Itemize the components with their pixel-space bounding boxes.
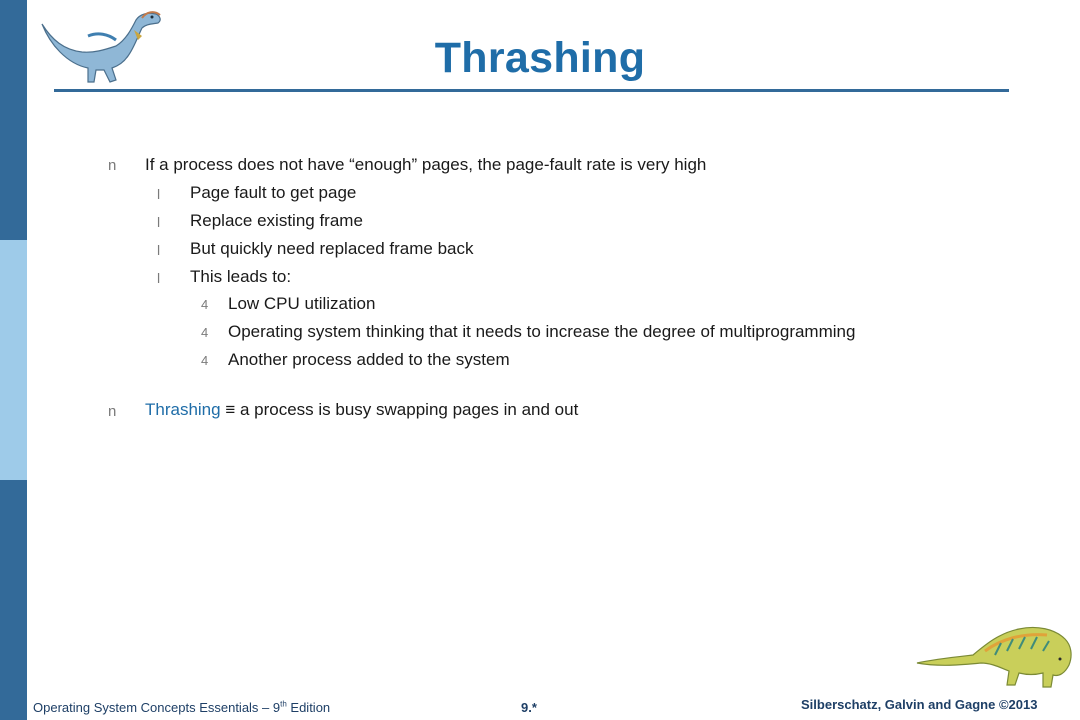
slide-title: Thrashing [434, 34, 646, 82]
bullet-item: If a process does not have “enough” pages, the page-fault rate is very high [145, 155, 707, 174]
bullet-item: Low CPU utilization [228, 294, 376, 313]
footer-book-sup: th [280, 699, 287, 709]
left-bar-bottom-segment [0, 480, 27, 720]
bullet-item: Page fault to get page [190, 183, 357, 202]
bullet-marker: 4 [201, 353, 209, 368]
bullet-marker: l [157, 270, 161, 286]
bullet-item-definition [145, 400, 578, 420]
title-divider [54, 89, 1009, 92]
left-color-bar [0, 0, 27, 720]
bullet-item: But quickly need replaced frame back [190, 239, 474, 258]
dinosaur-footer-icon [915, 615, 1075, 690]
definition-text: ≡ a process is busy swapping pages in and out [220, 400, 579, 419]
footer-page-number: 9.* [521, 700, 537, 715]
bullet-item: Replace existing frame [190, 211, 363, 230]
highlighted-term: Thrashing [145, 400, 221, 419]
bullet-item: Another process added to the system [228, 350, 510, 369]
bullet-item: This leads to: [190, 267, 292, 286]
left-bar-middle-segment [0, 240, 27, 480]
footer-book-suffix: Edition [286, 700, 331, 715]
bullet-item: Operating system thinking that it needs to increase the degree of multiprogramming [228, 322, 856, 341]
bullet-marker: 4 [201, 325, 209, 340]
bullet-marker: n [108, 403, 117, 420]
bullet-marker: l [157, 214, 161, 230]
footer-book-prefix: Operating System Concepts Essentials – 9 [33, 700, 281, 715]
bullet-marker: l [157, 242, 161, 258]
footer-authors: Silberschatz, Galvin and Gagne ©2013 [801, 697, 1038, 712]
footer-book-title [33, 700, 330, 715]
bullet-marker: n [108, 157, 117, 174]
bullet-marker: l [157, 186, 161, 202]
bullet-marker: 4 [201, 297, 209, 312]
